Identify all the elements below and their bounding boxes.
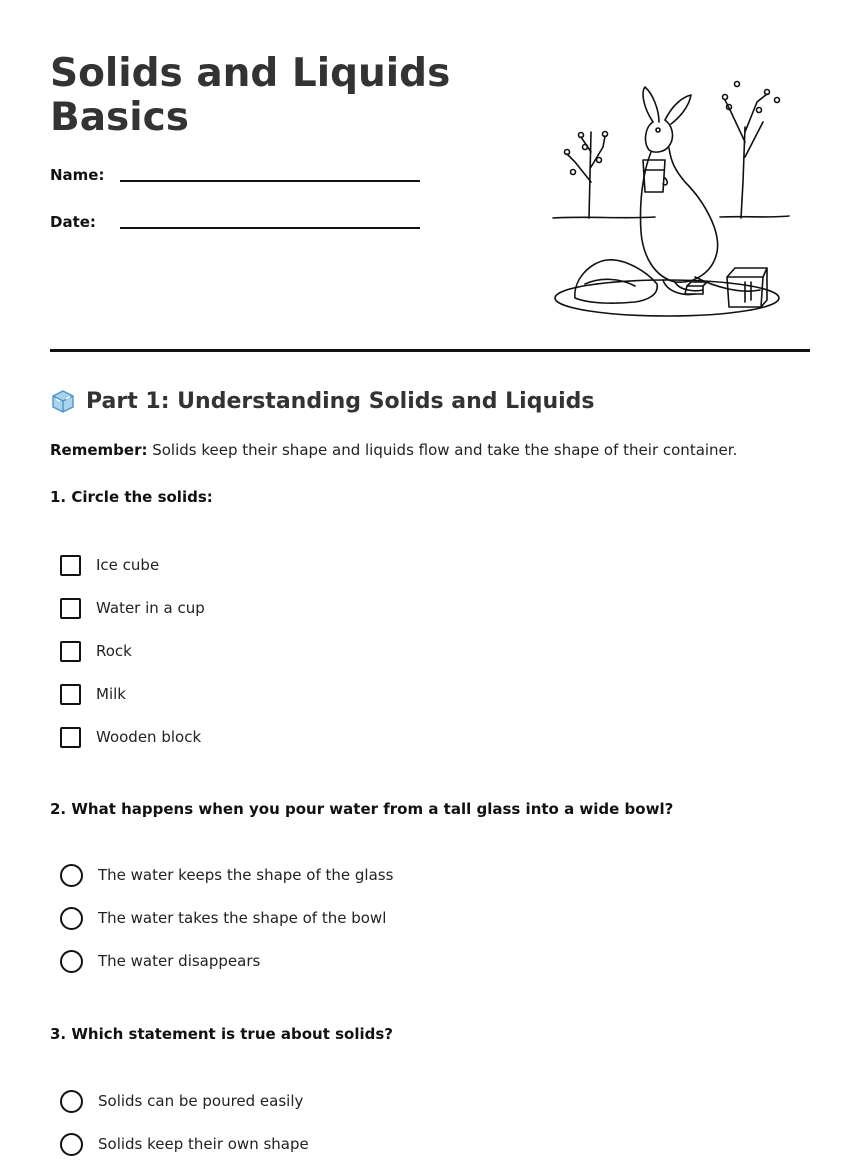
- worksheet-title: Solids and Liquids Basics: [50, 51, 451, 140]
- option-label: The water disappears: [98, 952, 261, 970]
- radio-button[interactable]: [60, 907, 83, 930]
- remember-note: [50, 441, 737, 459]
- radio-button[interactable]: [60, 864, 83, 887]
- question-3: 3. Which statement is true about solids?: [50, 1025, 394, 1043]
- radio-button[interactable]: [60, 1090, 83, 1113]
- header-divider: [50, 349, 810, 352]
- q3-option[interactable]: [60, 1131, 309, 1157]
- date-field[interactable]: [50, 213, 430, 243]
- q1-option[interactable]: [60, 724, 201, 750]
- q3-option[interactable]: [60, 1088, 303, 1114]
- question-2: 2. What happens when you pour water from a tall glass into a wide bowl?: [50, 800, 674, 818]
- option-label: The water keeps the shape of the glass: [98, 866, 394, 884]
- option-label: The water takes the shape of the bowl: [98, 909, 387, 927]
- option-label: Solids can be poured easily: [98, 1092, 304, 1110]
- kangaroo-illustration: [545, 72, 795, 322]
- ice-cube-icon: [50, 388, 76, 414]
- remember-label: Remember:: [50, 441, 148, 459]
- option-label: Ice cube: [96, 556, 160, 574]
- checkbox[interactable]: [60, 684, 81, 705]
- option-label: Milk: [96, 685, 126, 703]
- part1-title: Part 1: Understanding Solids and Liquids: [86, 388, 595, 414]
- q1-option[interactable]: [60, 681, 126, 707]
- radio-button[interactable]: [60, 1133, 83, 1156]
- date-line[interactable]: [120, 227, 420, 229]
- checkbox[interactable]: [60, 598, 81, 619]
- q2-option[interactable]: [60, 948, 260, 974]
- option-label: Water in a cup: [96, 599, 205, 617]
- checkbox[interactable]: [60, 555, 81, 576]
- option-label: Rock: [96, 642, 132, 660]
- radio-button[interactable]: [60, 950, 83, 973]
- name-field[interactable]: [50, 166, 430, 196]
- date-label: Date:: [50, 213, 96, 231]
- option-label: Solids keep their own shape: [98, 1135, 309, 1153]
- part1-heading: [50, 388, 595, 414]
- q1-option[interactable]: [60, 638, 132, 664]
- name-label: Name:: [50, 166, 105, 184]
- option-label: Wooden block: [96, 728, 202, 746]
- q2-option[interactable]: [60, 905, 386, 931]
- checkbox[interactable]: [60, 727, 81, 748]
- q1-option[interactable]: [60, 552, 159, 578]
- q1-option[interactable]: [60, 595, 205, 621]
- checkbox[interactable]: [60, 641, 81, 662]
- q2-option[interactable]: [60, 862, 393, 888]
- name-line[interactable]: [120, 180, 420, 182]
- remember-text: Solids keep their shape and liquids flow and take the shape of their container.: [147, 441, 738, 459]
- question-1: 1. Circle the solids:: [50, 488, 213, 506]
